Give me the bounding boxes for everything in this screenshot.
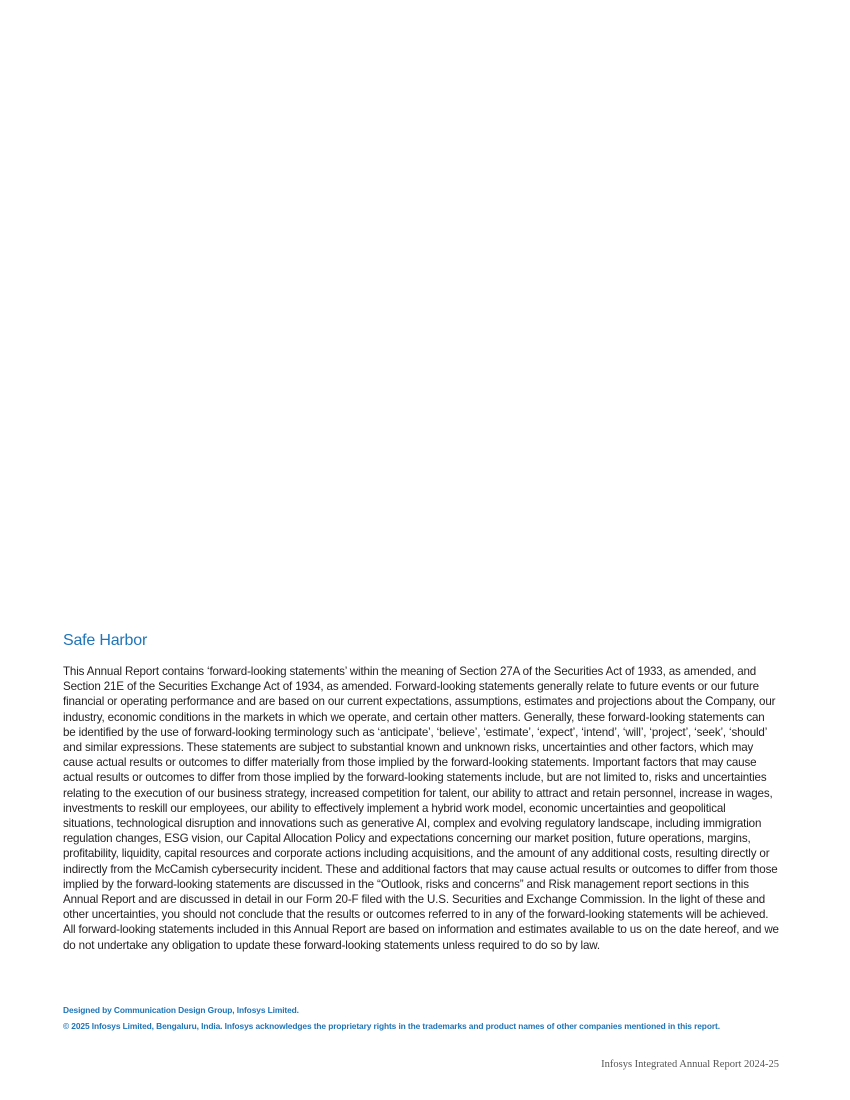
- section-heading: Safe Harbor: [63, 632, 148, 649]
- designed-by-credit: Designed by Communication Design Group, Infosys Limited.: [63, 1005, 299, 1015]
- safe-harbor-paragraph: This Annual Report contains ‘forward-looking statements’ within the meaning of Section 27A of the Securities Act of 1933, as amended, and Section 21E of the Securities Exchange Act of 1934, as amended. Forward-looking statements generally relate to future events or our future financial or operating performance and are based on our current expectations, assumptions, estimates and projections about the Company, our industry, economic conditions in the markets in which we operate, and certain other matters. Generally, these forward-looking statements can be identified by the use of forward-looking terminology such as ‘anticipate’, ‘believe’, ‘estimate’, ‘expect’, ‘intend’, ‘will’, ‘project’, ‘seek’, ‘should’ and similar expressions. These statements are subject to substantial known and unknown risks, uncertainties and other factors, which may cause actual results or outcomes to differ materially from those implied by the forward-looking statements. Important factors that may cause actual results or outcomes to differ from those implied by the forward-looking statements include, but are not limited to, risks and uncertainties relating to the execution of our business strategy, increased competition for talent, our ability to attract and retain personnel, increase in wages, investments to reskill our employees, our ability to effectively implement a hybrid work model, economic uncertainties and geopolitical situations, technological disruption and innovations such as generative AI, complex and evolving regulatory landscape, including immigration regulation changes, ESG vision, our Capital Allocation Policy and expectations concerning our market position, future operations, margins, profitability, liquidity, capital resources and corporate actions including acquisitions, and the amount of any additional costs, resulting directly or indirectly from the McCamish cybersecurity incident. These and additional factors that may cause actual results or outcomes to differ from those implied by the forward-looking statements are discussed in the “Outlook, risks and concerns” and Risk management report sections in this Annual Report and are discussed in detail in our Form 20-F filed with the U.S. Securities and Exchange Commission. In the light of these and other uncertainties, you should not conclude that the results or outcomes referred to in any of the forward-looking statements will be achieved. All forward-looking statements included in this Annual Report are based on information and estimates available to us on the date hereof, and we do not undertake any obligation to update these forward-looking statements unless required to do so by law.: [63, 665, 779, 952]
- copyright-notice: © 2025 Infosys Limited, Bengaluru, India. Infosys acknowledges the proprietary rights in the trademarks and product names of other companies mentioned in this report.: [63, 1021, 720, 1031]
- safe-harbor-section: [63, 632, 779, 953]
- footer-credits: [63, 1005, 803, 1037]
- report-title-footer: Infosys Integrated Annual Report 2024-25: [601, 1059, 779, 1070]
